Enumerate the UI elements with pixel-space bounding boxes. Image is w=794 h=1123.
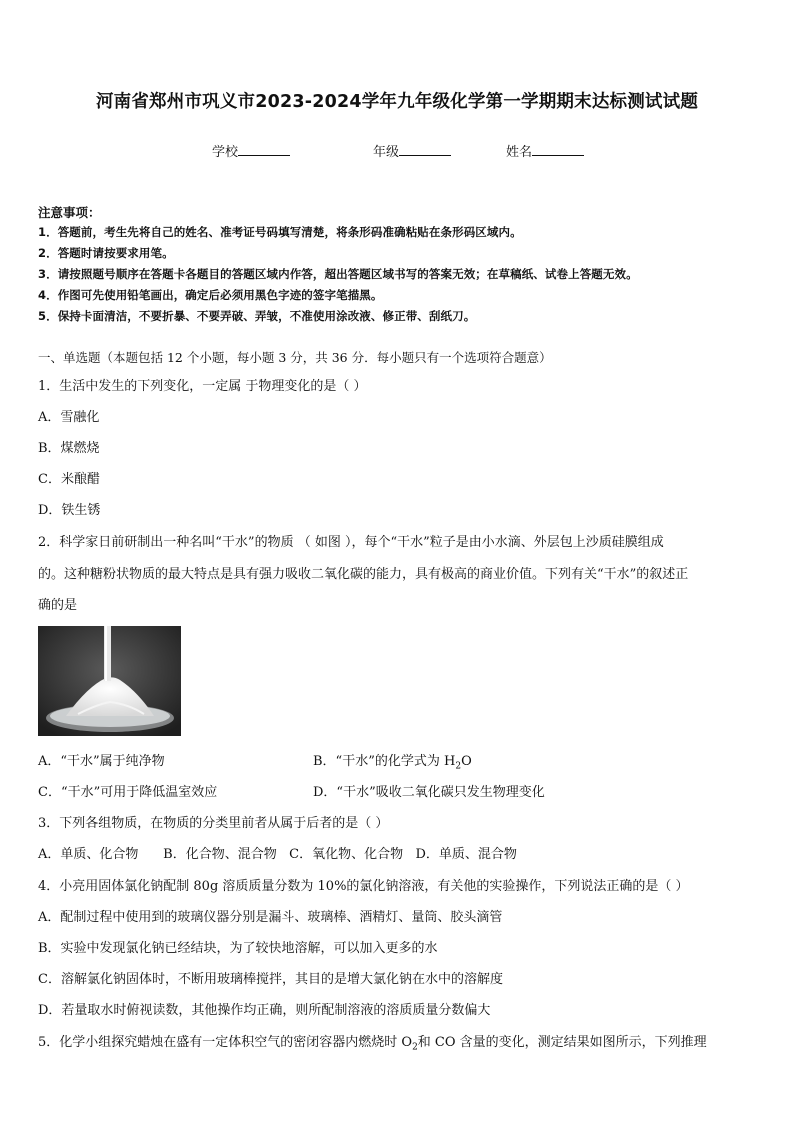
question-2-option-b-text: B．“干水”的化学式为 H: [313, 754, 456, 769]
question-1-option-a: A．雪融化: [38, 410, 100, 425]
question-2-option-b: [313, 750, 472, 772]
page-title: 河南省郑州市巩义市2023-2024学年九年级化学第一学期期末达标测试试题: [95, 92, 699, 112]
name-blank: [532, 143, 584, 156]
notice-heading: 注意事项：: [38, 205, 101, 220]
name-label: 姓名: [506, 145, 533, 160]
question-2-stem-line-3: 确的是: [38, 598, 78, 613]
name-field: [506, 141, 584, 160]
subscript: 2: [455, 761, 462, 772]
notice-item: 3．请按照题号顺序在答题卡各题目的答题区域内作答，超出答题区域书写的答案无效；在草稿纸、试卷上答题无效。: [38, 267, 638, 281]
grade-blank: [399, 143, 451, 156]
question-1-option-d: D．铁生锈: [38, 503, 101, 518]
question-1-option-c: C．米酿醋: [38, 472, 100, 487]
question-2-option-d: D．“干水”吸收二氧化碳只发生物理变化: [313, 785, 545, 800]
question-4-stem: 4．小亮用固体氯化钠配制 80g 溶质质量分数为 10%的氯化钠溶液，有关他的实验操作，下列说法正确的是（ ）: [38, 879, 689, 894]
question-4-option-a: A．配制过程中使用到的玻璃仪器分别是漏斗、玻璃棒、酒精灯、量筒、胶头滴管: [38, 910, 503, 925]
question-4-option-c: C．溶解氯化钠固体时，不断用玻璃棒搅拌，其目的是增大氯化钠在水中的溶解度: [38, 972, 503, 987]
question-5-stem-suffix: 和 CO 含量的变化，测定结果如图所示，下列推理: [417, 1035, 707, 1050]
question-1-option-b: B．煤燃烧: [38, 441, 100, 456]
question-4-option-d: D．若量取水时俯视读数，其他操作均正确，则所配制溶液的溶质质量分数偏大: [38, 1003, 491, 1018]
question-2-stem-line-1: 2．科学家日前研制出一种名叫“干水”的物质 （ 如图 ），每个“干水”粒子是由小水滴、外层包上沙质硅膜组成: [38, 535, 664, 550]
notice-item: 2．答题时请按要求用笔。: [38, 246, 174, 260]
question-1-stem: 1．生活中发生的下列变化，一定属 于物理变化的是（ ）: [38, 379, 367, 394]
grade-field: [373, 141, 451, 160]
question-3-options: A．单质、化合物 B．化合物、混合物 C．氧化物、化合物 D．单质、混合物: [38, 847, 517, 862]
school-blank: [238, 143, 290, 156]
question-5-stem: [38, 1031, 707, 1053]
grade-label: 年级: [373, 145, 400, 160]
notice-item: 4．作图可先使用铅笔画出，确定后必须用黑色字迹的签字笔描黑。: [38, 288, 383, 302]
question-2-option-c: C．“干水”可用于降低温室效应: [38, 785, 218, 800]
school-label: 学校: [212, 145, 239, 160]
subscript: 2: [412, 1042, 418, 1053]
question-3-stem: 3．下列各组物质，在物质的分类里前者从属于后者的是（ ）: [38, 816, 389, 831]
question-2-stem-line-2: 的。这种糖粉状物质的最大特点是具有强力吸收二氧化碳的能力，具有极高的商业价值。下列有关“干水”的叙述正: [38, 567, 689, 582]
school-field: [212, 141, 290, 160]
question-2-option-b-suffix: O: [461, 754, 472, 769]
dry-water-illustration: [38, 626, 181, 736]
question-5-stem-text: 5．化学小组探究蜡烛在盛有一定体积空气的密闭容器内燃烧时 O: [38, 1035, 413, 1050]
question-2-option-a: A．“干水”属于纯净物: [38, 754, 165, 769]
dry-water-photo: [38, 626, 181, 736]
question-4-option-b: B．实验中发现氯化钠已经结块，为了较快地溶解，可以加入更多的水: [38, 941, 438, 956]
notice-item: 5．保持卡面清洁，不要折暴、不要弄破、弄皱，不准使用涂改液、修正带、刮纸刀。: [38, 309, 476, 323]
section-heading: 一、单选题（本题包括 12 个小题，每小题 3 分，共 36 分．每小题只有一个选项符合题意）: [38, 350, 552, 365]
notice-item: 1．答题前，考生先将自己的姓名、准考证号码填写清楚，将条形码准确粘贴在条形码区域内。: [38, 225, 522, 239]
